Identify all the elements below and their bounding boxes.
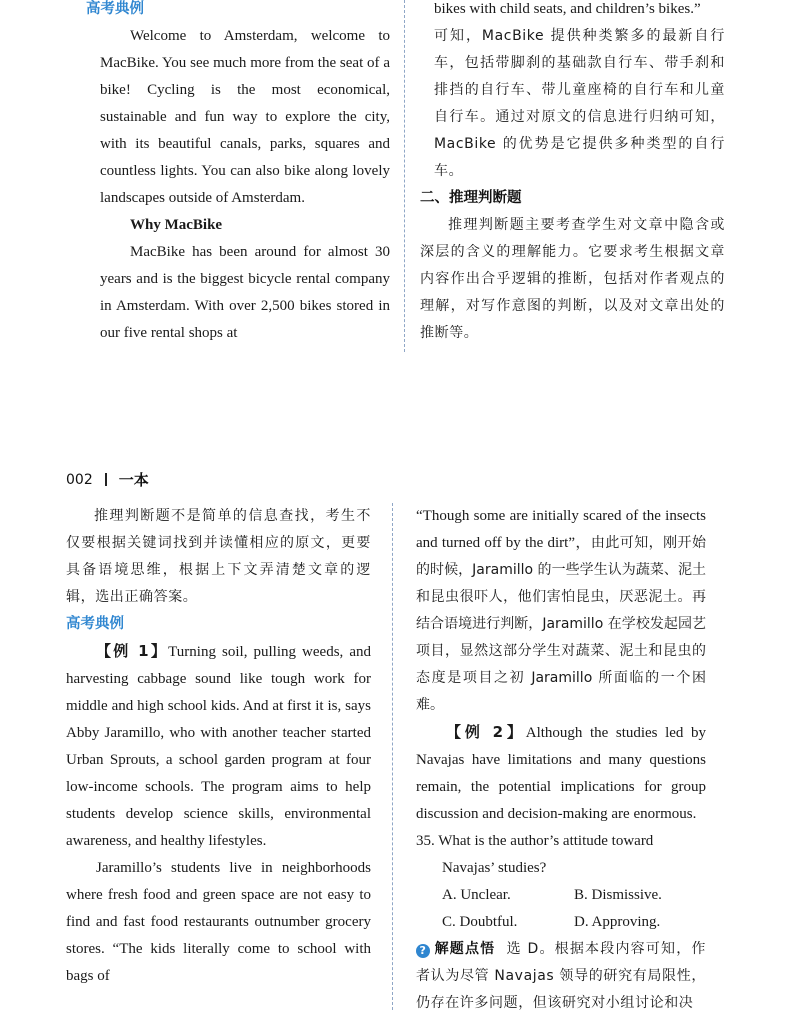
top-page [0,0,790,360]
answer-options-row [416,882,706,909]
top-right-column [420,0,725,347]
section-label-gaokao-examples: 高考典例 [86,1,144,17]
section-intro-paragraph: 推理判断题主要考查学生对文章中隐含或深层的含义的理解能力。它要求考生根据文章内容作出合乎逻辑的推断，包括对作者观点的理解，对写作意图的判断，以及对文章出处的推断等。 [420,217,725,341]
quoted-text: “Though some are initially scared of the insects and turned off by the dirt”， [416,508,706,551]
bottom-right-column [416,503,706,1017]
section-heading-inference: 二、推理判断题 [420,190,522,206]
example-paragraph [416,719,706,828]
passage-paragraph: MacBike has been around for almost 30 years and is the biggest bicycle rental company in Amsterdam. With over 2,500 bikes stored in our five rental shops at [100,244,390,341]
passage-paragraph: Welcome to Amsterdam, welcome to MacBike. You see much more from the seat of a bike! Cycling is the most economical, sustainable and fun way to explore the city, with its beautiful canals, parks, squares and countless lights. You can also bike along lovely landscapes outside of Amsterdam. [100,28,390,206]
analysis-text: 由此可知，刚开始的时候，Jaramillo 的一些学生认为蔬菜、泥土和昆虫很吓人，他们害怕昆虫，厌恶泥土。再结合语境进行判断，Jaramillo 在学校发起园艺项目，显然这部分学生对蔬菜、泥土和昆虫的态度是项目之初 Jaramillo 所面临的一个困难。 [416,535,707,713]
passage-paragraph: Jaramillo’s students live in neighborhoods where fresh food and green space are not easy to find and fast food restaurants outnumber grocery stores. “The kids literally come to school with bags of [66,860,371,984]
example-text: Turning soil, pulling weeds, and harvesting cabbage sound like tough work for middle and high school kids. And at first it is, says Abby Jaramillo, who with another teacher started Urban Sprouts, a school garden program at four low-income schools. The program aims to help students develop science skills, environmental awareness, and healthy lifestyles. [66,644,371,849]
solution-tip-paragraph [416,936,706,1017]
column-divider [392,503,393,1010]
page-number: 002 [66,471,93,488]
question-stem: 35. What is the author’s attitude toward Navajas’ studies? [416,833,654,876]
analysis-paragraph [416,503,706,719]
quoted-text: bikes with child seats, and children’s bikes.” [434,1,701,17]
column-divider [404,0,405,352]
header-separator [105,473,107,486]
answer-options-row [416,909,706,936]
bottom-page [0,455,790,1010]
example-paragraph [66,638,371,855]
example-tag: 【例 2】 [446,723,526,741]
bottom-left-column [66,503,371,990]
top-left-column [86,0,390,347]
solution-tip-label: 解题点悟 [434,941,496,957]
solution-tip-text: 选 D。根据本段内容可知，作者认为尽管 Navajas 领导的研究有局限性，仍存在许多问题，但该研究对小组讨论和决 [416,941,706,1011]
question-mark-icon: ? [416,944,430,958]
page-header [66,469,149,490]
passage-subheading: Why MacBike [130,217,223,233]
example-text: Although the studies led by Navajas have limitations and many questions remain, the potential implications for group discussion and decision-making are enormous. [416,725,706,822]
section-intro-paragraph: 推理判断题不是简单的信息查找，考生不仅要根据关键词找到并读懂相应的原文，更要具备语境思维，根据上下文弄清楚文章的逻辑，选出正确答案。 [66,508,371,605]
example-tag: 【例 1】 [96,642,169,660]
option-c: C. Doubtful. [442,914,518,930]
section-label-gaokao-examples: 高考典例 [66,616,124,632]
option-a: A. Unclear. [442,887,511,903]
option-d: D. Approving. [574,914,661,930]
brand-logo-text: 一本 [118,471,149,489]
analysis-text: 可知，MacBike 提供种类繁多的最新自行车，包括带脚刹的基础款自行车、带手刹和排挡的自行车、带儿童座椅的自行车和儿童自行车。通过对原文的信息进行归纳可知，MacBike 的优势是它提供多种类型的自行车。 [434,28,725,179]
option-b: B. Dismissive. [574,887,662,903]
